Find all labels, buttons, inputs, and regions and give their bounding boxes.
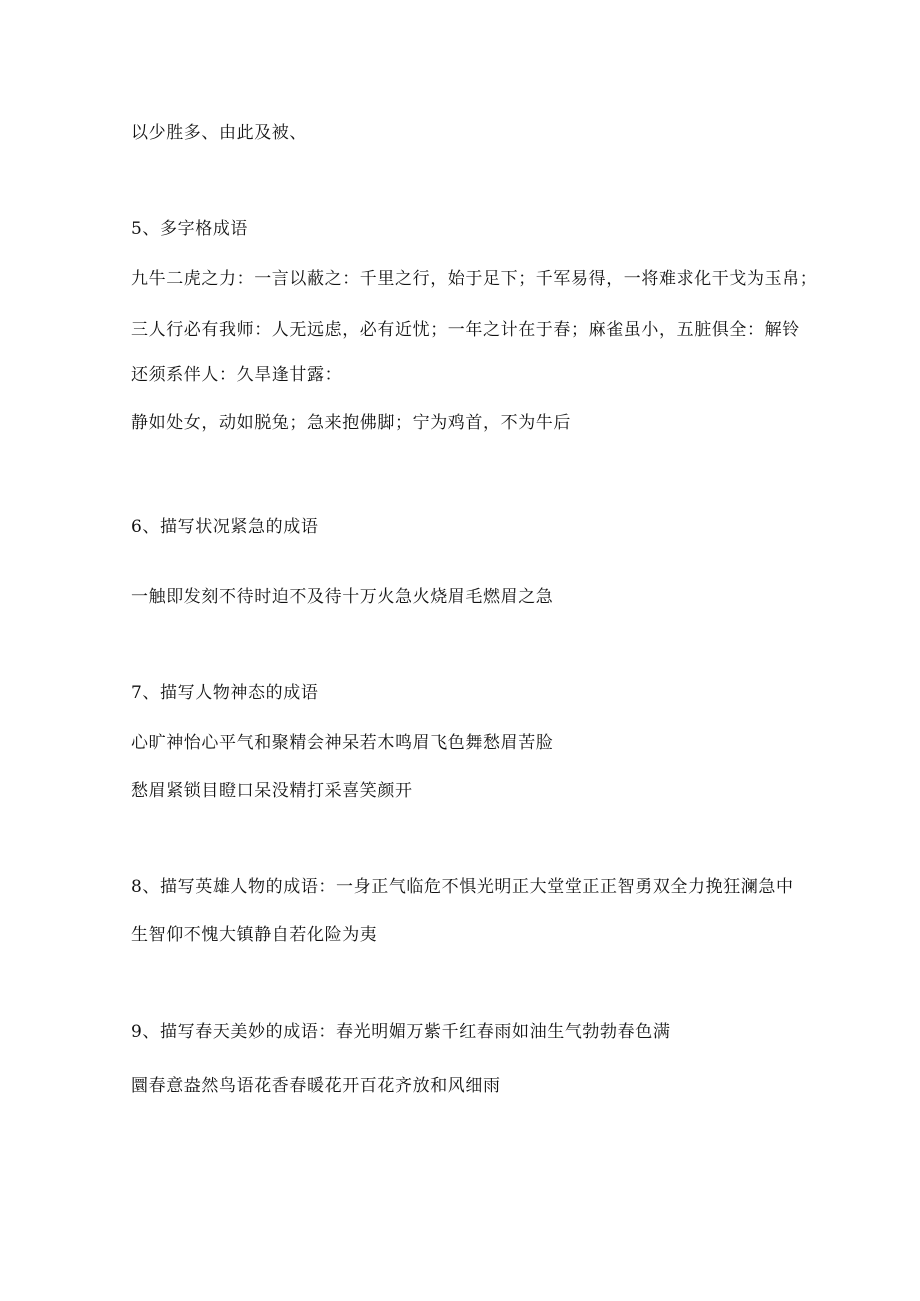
text-line-7-1: 心旷神怡心平气和聚精会神呆若木鸣眉飞色舞愁眉苦脸 [131,733,554,753]
section-heading-5: 5、多字格成语 [131,219,249,239]
text-line-5-2: 三人行必有我师：人无远虑，必有近忧；一年之计在于春；麻雀虽小，五脏俱全：解铃 [131,320,800,340]
text-line-9-2: 圜春意盎然鸟语花香春暖花开百花齐放和风细雨 [131,1076,501,1096]
text-line-8-2: 生智仰不愧大镇静自若化险为夷 [131,925,378,945]
text-line-5-1: 九牛二虎之力：一言以蔽之：千里之行，始于足下；千军易得，一将难求化干戈为玉帛； [131,269,818,289]
section-heading-9: 9、描写春天美妙的成语：春光明媚万紫千红春雨如油生气勃勃春色满 [131,1022,671,1042]
text-line-5-3: 还须系伴人：久旱逢甘露： [131,365,343,385]
text-line-intro: 以少胜多、由此及被、 [131,123,307,143]
section-heading-8: 8、描写英雄人物的成语：一身正气临危不惧光明正大堂堂正正智勇双全力挽狂澜急中 [131,877,794,897]
text-line-5-4: 静如处女，动如脱兔；急来抱佛脚；宁为鸡首，不为牛后 [131,413,571,433]
section-heading-7: 7、描写人物神态的成语 [131,683,319,703]
text-line-7-2: 愁眉紧锁目瞪口呆没精打采喜笑颜开 [131,781,413,801]
text-line-6-1: 一触即发刻不待时迫不及待十万火急火烧眉毛燃眉之急 [131,587,554,607]
section-heading-6: 6、描写状况紧急的成语 [131,517,319,537]
